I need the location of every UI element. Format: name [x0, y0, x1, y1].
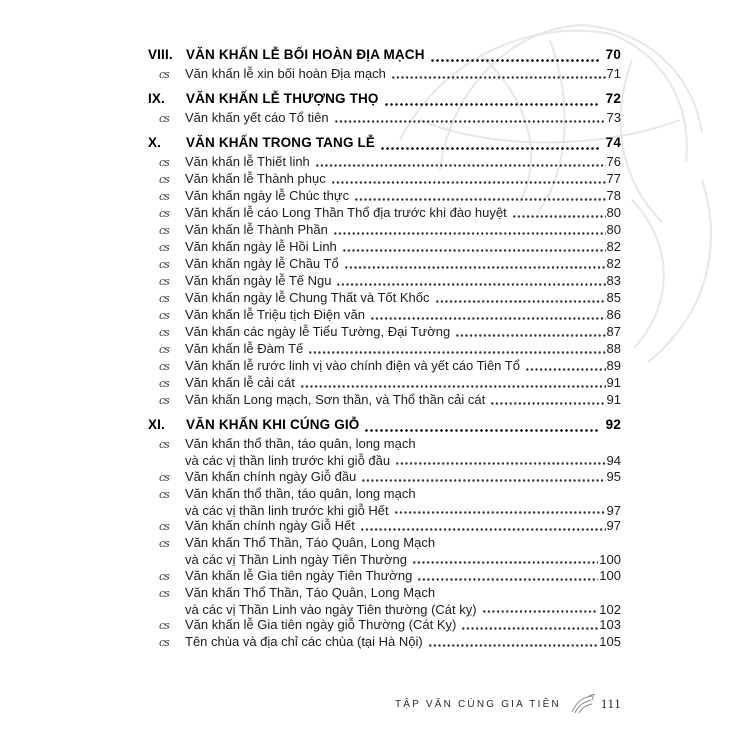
toc-section-header: [148, 47, 621, 66]
entry-title: Văn khấn ngày lễ Hồi Linh: [185, 239, 337, 254]
dot-leader: [440, 585, 620, 602]
dot-leader: [391, 66, 606, 83]
entry-page-number: 91: [606, 375, 621, 390]
page-footer: [395, 695, 622, 713]
entry-title: Văn khấn thổ thần, táo quân, long mạch: [185, 485, 416, 501]
section-title: VĂN KHẤN LỄ BỐI HOÀN ĐỊA MẠCH: [186, 47, 425, 62]
entry-title: Văn khấn Thổ Thần, Táo Quân, Long Mạch: [185, 584, 436, 600]
et-ligature-bullet-icon: cs: [159, 292, 169, 305]
et-ligature-bullet-icon: cs: [159, 190, 169, 203]
et-ligature-bullet-icon: cs: [159, 112, 169, 125]
entry-title: Văn khấn lễ Đàm Tế: [185, 341, 304, 356]
entry-page-number: 94: [606, 453, 621, 468]
dot-leader: [440, 535, 620, 552]
dot-leader: [354, 188, 605, 205]
entry-page-number: 97: [606, 502, 621, 518]
toc-entry: [148, 568, 621, 585]
table-of-contents: [148, 47, 621, 651]
entry-title: Văn khấn lễ Gia tiên ngày giỗ Thường (Cát Kỵ): [185, 617, 457, 632]
dot-leader: [490, 392, 605, 409]
dot-leader: [344, 256, 606, 273]
entry-title: Văn khấn lễ Gia tiên ngày Tiên Thường: [185, 567, 413, 583]
toc-entry: [148, 188, 621, 205]
et-ligature-bullet-icon: cs: [159, 619, 169, 632]
dot-leader: [334, 110, 606, 127]
et-ligature-bullet-icon: cs: [159, 569, 169, 583]
et-ligature-bullet-icon: cs: [159, 275, 169, 288]
et-ligature-bullet-icon: cs: [159, 586, 169, 600]
entry-title: Văn khấn ngày lễ Tế Ngu: [185, 273, 332, 288]
dot-leader: [336, 273, 605, 290]
section-page-number: 92: [605, 417, 621, 432]
dot-leader: [333, 222, 606, 239]
dot-leader: [461, 617, 598, 634]
dot-leader: [395, 453, 605, 469]
entry-title-line2: và các vị Thần Linh ngày Tiên Thường: [185, 552, 407, 567]
et-ligature-bullet-icon: cs: [159, 68, 169, 81]
entry-title: Văn khấn yết cáo Tổ tiên: [185, 110, 329, 125]
dot-leader: [482, 602, 599, 618]
entry-page-number: 103: [599, 617, 621, 632]
toc-entry: [148, 290, 621, 307]
toc-section: [148, 91, 621, 127]
et-ligature-bullet-icon: cs: [159, 377, 169, 390]
entry-title: Văn khấn lễ Thiết linh: [185, 154, 310, 169]
section-numeral: IX.: [148, 91, 165, 106]
toc-section-header: [148, 91, 621, 110]
dot-leader: [380, 135, 599, 154]
toc-entry: [148, 66, 621, 83]
toc-section-header: [148, 135, 621, 154]
toc-entry: [148, 110, 621, 127]
dot-leader: [512, 205, 606, 222]
dot-leader: [435, 290, 606, 307]
entry-title: Văn khấn lễ cáo Long Thần Thổ địa trước khi đào huyệt: [185, 205, 507, 220]
dot-leader: [315, 154, 606, 171]
entry-title-line2: và các vị Thần Linh vào ngày Tiên thường (Cát kỵ): [185, 601, 477, 617]
et-ligature-bullet-icon: cs: [159, 360, 169, 373]
dot-leader: [342, 239, 606, 256]
toc-section-items: [148, 66, 621, 83]
toc-entry: [148, 154, 621, 171]
dot-leader: [370, 307, 606, 324]
dot-leader: [430, 47, 599, 66]
et-ligature-bullet-icon: cs: [159, 156, 169, 169]
entry-page-number: 83: [606, 273, 621, 288]
dot-leader: [384, 91, 599, 110]
toc-entry: [148, 392, 621, 409]
entry-page-number: 78: [606, 188, 621, 203]
toc-entry: [148, 324, 621, 341]
entry-title-line2: và các vị thần linh trước khi giỗ Hết: [185, 502, 389, 518]
toc-entry: [148, 341, 621, 358]
dot-leader: [428, 634, 599, 651]
toc-section: [148, 417, 621, 651]
section-title: VĂN KHẤN TRONG TANG LỄ: [186, 135, 376, 150]
et-ligature-bullet-icon: cs: [159, 394, 169, 407]
et-ligature-bullet-icon: cs: [159, 224, 169, 237]
dot-leader: [331, 171, 606, 188]
section-page-number: 74: [605, 135, 621, 150]
entry-page-number: 80: [606, 222, 621, 237]
toc-section: [148, 135, 621, 409]
section-numeral: XI.: [148, 417, 165, 432]
toc-section-items: [148, 110, 621, 127]
dot-leader: [360, 518, 606, 535]
entry-page-number: 76: [606, 154, 621, 169]
entry-page-number: 97: [606, 518, 621, 533]
dot-leader: [394, 503, 606, 519]
dot-leader: [364, 417, 598, 436]
toc-entry: [148, 375, 621, 392]
et-ligature-bullet-icon: cs: [159, 537, 169, 550]
toc-entry: [148, 239, 621, 256]
toc-entry: [148, 469, 621, 486]
entry-page-number: 100: [599, 567, 621, 583]
et-ligature-bullet-icon: cs: [159, 241, 169, 254]
section-numeral: VIII.: [148, 47, 173, 62]
et-ligature-bullet-icon: cs: [159, 520, 169, 533]
entry-title: Văn khấn Long mạch, Sơn thần, và Thổ thần cải cát: [185, 392, 486, 407]
entry-page-number: 73: [606, 110, 621, 125]
toc-entry: [148, 617, 621, 634]
toc-entry: [148, 486, 621, 503]
toc-entry: [148, 307, 621, 324]
toc-entry: [148, 222, 621, 239]
entry-title: Văn khấn ngày lễ Chầu Tổ: [185, 256, 339, 271]
dot-leader: [421, 436, 620, 453]
section-numeral: X.: [148, 135, 162, 150]
toc-entry: [148, 171, 621, 188]
dot-leader: [412, 552, 598, 568]
section-title: VĂN KHẤN KHI CÚNG GIỖ: [186, 417, 360, 432]
toc-entry: [148, 436, 621, 453]
dot-leader: [455, 324, 605, 341]
entry-page-number: 85: [606, 290, 621, 305]
entry-title: Văn khấn lễ rước linh vị vào chính điện và yết cáo Tiên Tổ: [185, 358, 520, 373]
entry-page-number: 100: [599, 552, 621, 567]
toc-section-header: [148, 417, 621, 436]
entry-title: Văn khấn lễ Thành Phần: [185, 222, 328, 237]
et-ligature-bullet-icon: cs: [159, 258, 169, 271]
entry-page-number: 86: [606, 307, 621, 322]
entry-title: Văn khấn Thổ Thần, Táo Quân, Long Mạch: [185, 535, 436, 550]
et-ligature-bullet-icon: cs: [159, 487, 169, 501]
toc-entry: [148, 205, 621, 222]
entry-page-number: 80: [606, 205, 621, 220]
entry-page-number: 77: [606, 171, 621, 186]
entry-page-number: 82: [606, 239, 621, 254]
toc-section-items: [148, 436, 621, 651]
entry-title: Văn khấn chính ngày Giỗ đầu: [185, 468, 357, 484]
footer-page-number: 111: [600, 696, 622, 711]
section-page-number: 70: [605, 47, 621, 62]
entry-title: Văn khấn ngày lễ Chung Thất và Tốt Khốc: [185, 290, 430, 305]
entry-title: Văn khấn chính ngày Giỗ Hết: [185, 518, 355, 533]
entry-title: Văn khấn ngày lễ Chúc thực: [185, 188, 350, 203]
entry-page-number: 91: [606, 392, 621, 407]
entry-title: Tên chùa và địa chỉ các chùa (tại Hà Nội): [185, 634, 423, 649]
toc-entry: [148, 358, 621, 375]
et-ligature-bullet-icon: cs: [159, 309, 169, 322]
entry-title: Văn khấn lễ Thành phục: [185, 171, 326, 186]
quill-flourish-icon: [569, 694, 595, 714]
et-ligature-bullet-icon: cs: [159, 343, 169, 356]
et-ligature-bullet-icon: cs: [159, 470, 169, 484]
toc-entry-continuation: [148, 503, 621, 519]
dot-leader: [525, 358, 606, 375]
toc-entry: [148, 256, 621, 273]
entry-title: Văn khấn lễ cải cát: [185, 375, 295, 390]
toc-entry: [148, 535, 621, 552]
entry-page-number: 89: [606, 358, 621, 373]
et-ligature-bullet-icon: cs: [159, 326, 169, 339]
section-title: VĂN KHẤN LỄ THƯỢNG THỌ: [186, 91, 379, 106]
entry-page-number: 71: [606, 66, 621, 81]
dot-leader: [300, 375, 606, 392]
toc-entry: [148, 585, 621, 602]
entry-page-number: 82: [606, 256, 621, 271]
entry-title: Văn khấn lễ xin bối hoàn Địa mạch: [185, 66, 386, 81]
et-ligature-bullet-icon: cs: [159, 207, 169, 220]
toc-entry-continuation: [148, 453, 621, 469]
entry-title-line2: và các vị thần linh trước khi giỗ đầu: [185, 453, 391, 468]
footer-book-title: TẬP VĂN CÚNG GIA TIÊN: [395, 698, 561, 710]
toc-entry: [148, 634, 621, 651]
toc-entry-continuation: [148, 552, 621, 568]
et-ligature-bullet-icon: cs: [159, 173, 169, 186]
entry-title: Văn khấn các ngày lễ Tiểu Tường, Đại Tường: [185, 324, 451, 339]
entry-page-number: 88: [606, 341, 621, 356]
dot-leader: [421, 486, 620, 503]
dot-leader: [361, 469, 605, 486]
dot-leader: [308, 341, 605, 358]
toc-entry-continuation: [148, 602, 621, 618]
section-page-number: 72: [605, 91, 621, 106]
toc-entry: [148, 518, 621, 535]
entry-page-number: 87: [606, 324, 621, 339]
entry-title: Văn khấn thổ thần, táo quân, long mạch: [185, 436, 416, 451]
toc-section: [148, 47, 621, 83]
dot-leader: [417, 568, 598, 585]
entry-page-number: 95: [606, 468, 621, 484]
entry-page-number: 102: [599, 601, 621, 617]
toc-section-items: [148, 154, 621, 409]
entry-title: Văn khấn lễ Triệu tịch Điện văn: [185, 307, 365, 322]
et-ligature-bullet-icon: cs: [159, 438, 169, 451]
et-ligature-bullet-icon: cs: [159, 636, 169, 649]
toc-entry: [148, 273, 621, 290]
entry-page-number: 105: [599, 634, 621, 649]
